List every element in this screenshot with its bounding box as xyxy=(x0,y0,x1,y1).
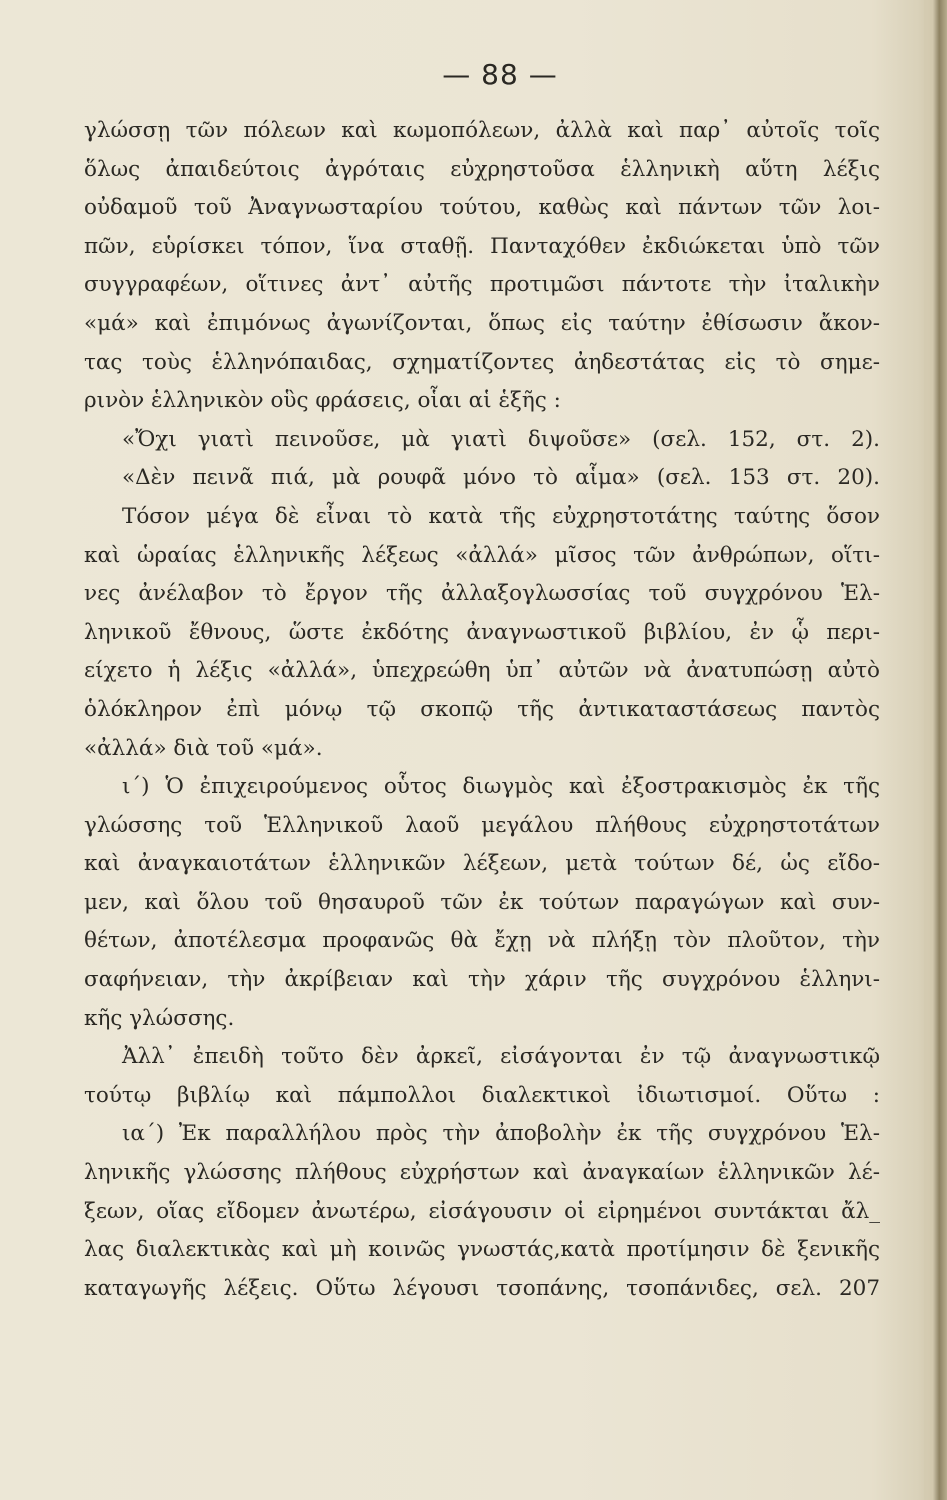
paragraph-start: ι΄) Ὁ ἐπιχειρούμενος οὗτος διωγμὸς καὶ ἐξοστρακισμὸς ἐκ τῆς xyxy=(122,774,880,800)
text-line: οὐδαμοῦ τοῦ Ἀναγνωσταρίου τούτου, καθὼς καὶ πάντων τῶν λοι- xyxy=(84,195,880,221)
text-line: ὅλως ἀπαιδεύτοις ἀγρόταις εὐχρηστοῦσα ἑλληνικὴ αὕτη λέξις xyxy=(84,156,880,182)
quote-line: «Δὲν πεινᾶ πιά, μὰ ρουφᾶ μόνο τὸ αἷμα» (σελ. 153 στ. 20). xyxy=(122,465,880,491)
text-line: θέτων, ἀποτέλεσμα προφανῶς θὰ ἔχῃ νὰ πλήξῃ τὸν πλοῦτον, τὴν xyxy=(84,928,880,954)
text-line: σαφήνειαν, τὴν ἀκρίβειαν καὶ τὴν χάριν τῆς συγχρόνου ἑλληνι- xyxy=(84,967,880,993)
text-line: «ἀλλά» διὰ τοῦ «μά». xyxy=(84,735,323,761)
text-line: ληνικοῦ ἔθνους, ὥστε ἐκδότης ἀναγνωστικοῦ βιβλίου, ἐν ᾧ περι- xyxy=(84,619,880,645)
text-line: ὁλόκληρον ἐπὶ μόνῳ τῷ σκοπῷ τῆς ἀντικαταστάσεως παντὸς xyxy=(84,696,880,722)
body-text xyxy=(84,112,880,1308)
text-line: «μά» καὶ ἐπιμόνως ἀγωνίζονται, ὅπως εἰς ταύτην ἐθίσωσιν ἄκον- xyxy=(84,310,880,336)
text-line: καὶ ὡραίας ἑλληνικῆς λέξεως «ἀλλά» μῖσος τῶν ἀνθρώπων, οἵτι- xyxy=(84,542,880,568)
text-line: πῶν, εὑρίσκει τόπον, ἵνα σταθῇ. Πανταχόθεν ἐκδιώκεται ὑπὸ τῶν xyxy=(84,233,880,259)
paragraph-start: ια΄) Ἐκ παραλλήλου πρὸς τὴν ἀποβολὴν ἐκ τῆς συγχρόνου Ἑλ- xyxy=(122,1121,880,1147)
page-binding-edge xyxy=(933,0,947,1500)
text-line: μεν, καὶ ὅλου τοῦ θησαυροῦ τῶν ἐκ τούτων παραγώγων καὶ συν- xyxy=(84,889,880,915)
text-line: κῆς γλώσσης. xyxy=(84,1005,235,1031)
text-line: νες ἀνέλαβον τὸ ἔργον τῆς ἀλλαξογλωσσίας τοῦ συγχρόνου Ἑλ- xyxy=(84,581,880,607)
text-line: τούτῳ βιβλίῳ καὶ πάμπολλοι διαλεκτικοὶ ἰδιωτισμοί. Οὕτω : xyxy=(84,1082,880,1108)
text-line: γλώσσῃ τῶν πόλεων καὶ κωμοπόλεων, ἀλλὰ καὶ παρ᾿ αὐτοῖς τοῖς xyxy=(84,118,880,143)
text-line: συγγραφέων, οἵτινες ἀντ᾿ αὐτῆς προτιμῶσι πάντοτε τὴν ἰταλικὴν xyxy=(84,272,880,298)
text-line: λας διαλεκτικὰς καὶ μὴ κοινῶς γνωστάς,κατὰ προτίμησιν δὲ ξενικῆς xyxy=(84,1237,880,1263)
paragraph-start: Τόσον μέγα δὲ εἶναι τὸ κατὰ τῆς εὐχρηστοτάτης ταύτης ὅσον xyxy=(122,503,880,529)
text-line: ληνικῆς γλώσσης πλήθους εὐχρήστων καὶ ἀναγκαίων ἑλληνικῶν λέ- xyxy=(84,1160,880,1186)
quote-line: «Ὄχι γιατὶ πεινοῦσε, μὰ γιατὶ διψοῦσε» (σελ. 152, στ. 2). xyxy=(122,426,880,452)
text-line: καὶ ἀναγκαιοτάτων ἑλληνικῶν λέξεων, μετὰ τούτων δέ, ὡς εἴδο- xyxy=(84,851,880,877)
text-line: είχετο ἡ λέξις «ἀλλά», ὑπεχρεώθη ὑπ᾿ αὐτῶν νὰ ἀνατυπώσῃ αὐτὸ xyxy=(84,658,880,684)
text-line: καταγωγῆς λέξεις. Οὕτω λέγουσι τσοπάνης, τσοπάνιδες, σελ. 207 xyxy=(84,1275,880,1301)
text-line: τας τοὺς ἑλληνόπαιδας, σχηματίζοντες ἀηδεστάτας εἰς τὸ σημε- xyxy=(84,349,880,375)
text-line: ρινὸν ἑλληνικὸν οὓς φράσεις, οἷαι αἱ ἑξῆς : xyxy=(84,388,561,414)
page-edge-shadow xyxy=(924,0,927,1500)
page-number: — 88 — xyxy=(442,58,558,91)
text-line: γλώσσης τοῦ Ἑλληνικοῦ λαοῦ μεγάλου πλήθους εὐχρηστοτάτων xyxy=(84,812,880,838)
text-line: ξεων, οἵας εἴδομεν ἀνωτέρω, εἰσάγουσιν οἱ εἰρημένοι συντάκται ἄλ_ xyxy=(84,1198,880,1224)
paragraph-start: Ἀλλ᾿ ἐπειδὴ τοῦτο δὲν ἀρκεῖ, εἰσάγονται ἐν τῷ ἀναγνωστικῷ xyxy=(122,1044,880,1070)
